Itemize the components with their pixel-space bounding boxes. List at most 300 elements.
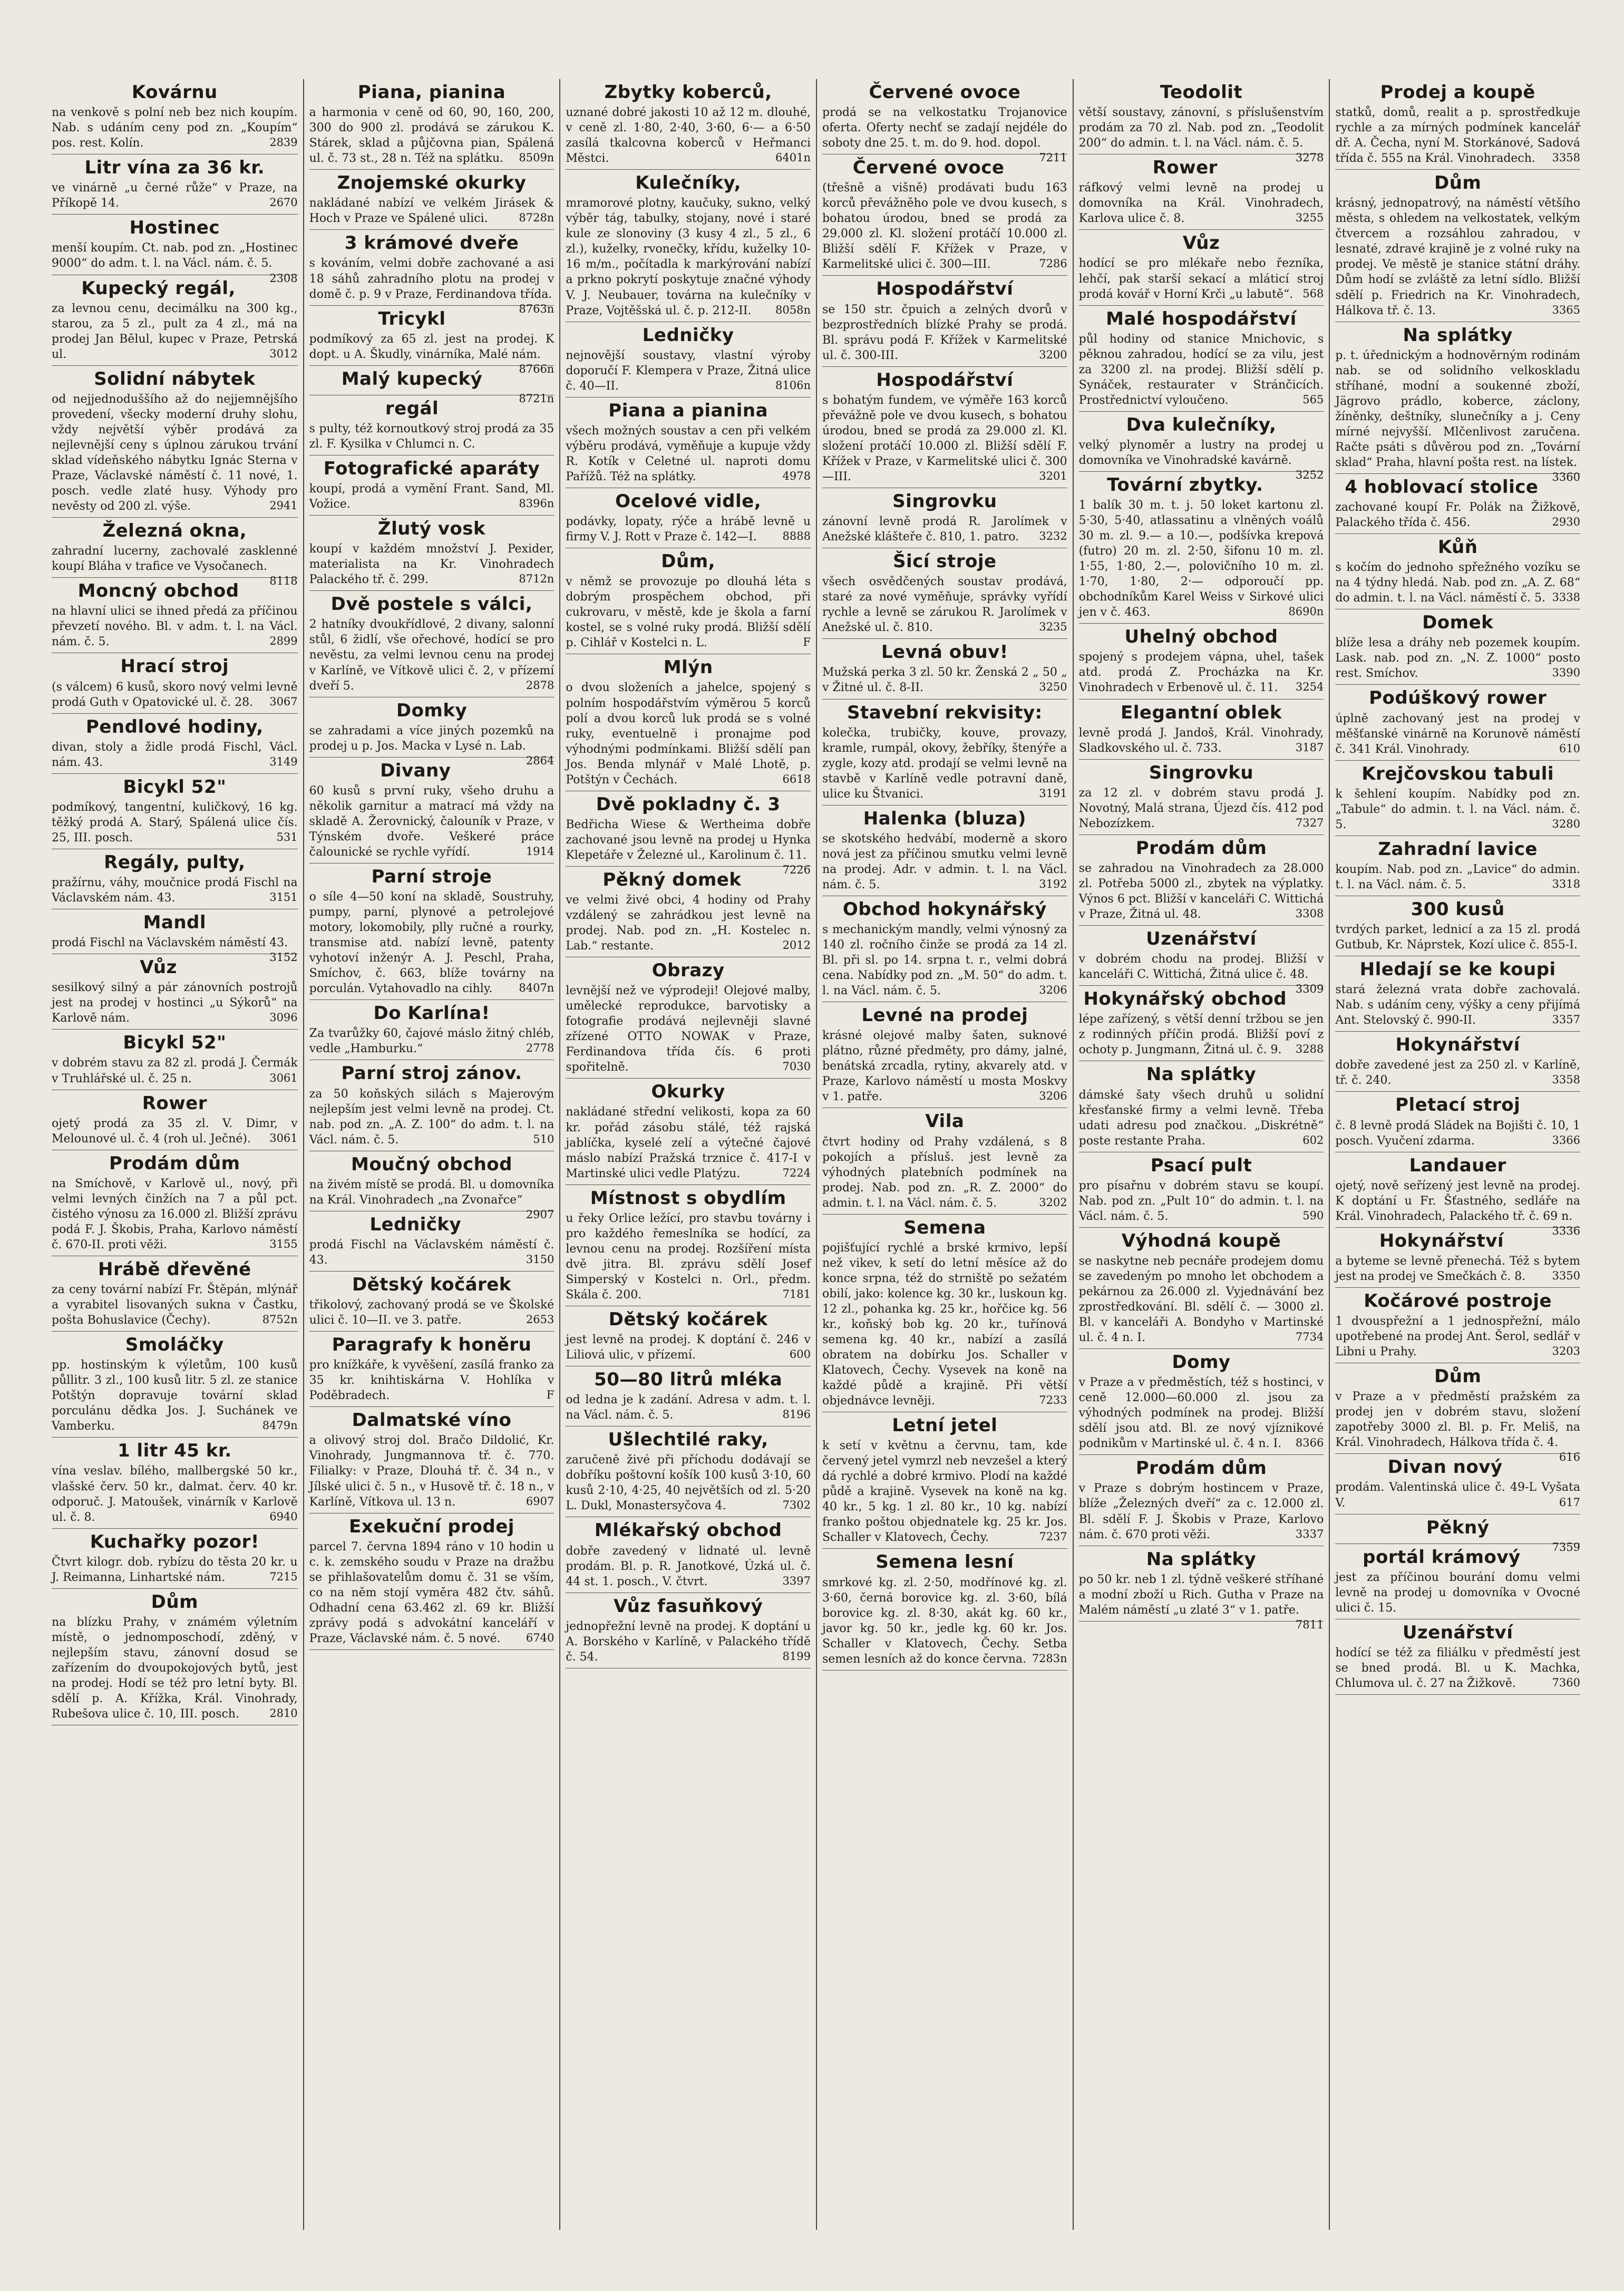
ad-headline: Na splátky (1146, 1548, 1257, 1570)
ad-body (52, 1463, 298, 1525)
ad-headline: portál krámový (1363, 1546, 1521, 1568)
ad-text: všech osvědčených soustav prodává, staré za nové vyměňuje, správky vyřídí rychle a levně se zárukou R. Jarolímek v Anežské ul. č. 810. (822, 575, 1067, 635)
ad-text: v Praze a v předměstí pražském za prodej jen v dobrém stavu, složení zapotřeby 3000 zl. Bl. p. Fr. Meliš, na Král. Vinohradech, Hálkova třída č. 4. (1335, 1390, 1580, 1450)
ad-body (566, 1104, 811, 1181)
classified-ad (309, 863, 555, 1000)
ad-headline: Divan nový (1387, 1457, 1503, 1478)
ad-body (822, 514, 1067, 545)
ad-text: Bedřicha Wiese & Wertheima dobře zachované jsou levně na prodej u Hynka Klepetáře v Železné ul., Karolinum č. 11. (566, 818, 811, 862)
ad-headline: Na splátky (1146, 1064, 1257, 1085)
ad-number: 600 (789, 1348, 811, 1361)
ad-number: 8366 (1295, 1436, 1324, 1450)
ad-body (566, 983, 811, 1075)
ad-number: 3278 (1295, 151, 1324, 164)
ad-headline: Vůz fasuňkový (614, 1595, 763, 1617)
ad-headline: Znojemské okurky (337, 172, 527, 194)
ad-headline: Levné na prodej (861, 1005, 1028, 1026)
ad-body (1078, 438, 1324, 481)
ad-text: podmíkový, tangentní, kuličkový, 16 kg. těžký prodá A. Starý, Spálená ulice čís. 25, III. posch. (52, 800, 298, 844)
classified-ad (1335, 1032, 1580, 1092)
ad-headline: Landauer (1409, 1154, 1506, 1176)
ad-headline: Hospodářství (876, 278, 1014, 300)
ad-text: a olivový stroj dol. Bračo Dildolić, Kr. Vinohrady, Jungmannova tř. č. 770. Filialky: v Praze, Dlouhá tř. č. 34 n., v Jílské ulici č. 5 n., v Husově tř. č. 18 n., v Karlíně, Vítkova ul. 13 n. (309, 1434, 555, 1509)
ad-number: 1914 (526, 844, 555, 858)
ad-headline: Místnost s obydlím (590, 1187, 786, 1209)
ad-number: 3155 (269, 1237, 298, 1250)
ad-headline: Dětský kočárek (608, 1308, 768, 1330)
ad-headline: Dům (1434, 172, 1482, 194)
ad-headline: Výhodná koupě (1121, 1230, 1281, 1251)
ad-number: 4978 (782, 469, 811, 482)
classified-ad (566, 1426, 811, 1517)
classified-ad (1335, 836, 1580, 896)
ad-number: 2778 (526, 1042, 555, 1055)
ad-text: ojetý prodá za 35 zl. V. Dimr, v Melounové ul. č. 4 (roh ul. Ječné). (52, 1117, 298, 1146)
ad-body (1079, 1088, 1324, 1149)
ad-text: podmíkový za 65 zl. jest na prodej. K dopt. u A. Škudly, vinárníka, Malé nám. (309, 332, 555, 361)
ad-body (309, 541, 555, 587)
ad-body (52, 1357, 298, 1434)
ad-text: hodící se pro mlékaře nebo řezníka, lehčí, pak starší sekací a mláticí stroj prodá kovář v Horní Krči „u labutě“. (1078, 257, 1324, 301)
ad-headline: Mlékařský obchod (594, 1520, 782, 1541)
ad-text: prodám. Valentinská ulice č. 49-L Vyšata V. (1335, 1481, 1580, 1510)
ad-number: 7360 (1552, 1676, 1580, 1689)
ad-body (52, 800, 298, 846)
ad-body (822, 1438, 1067, 1545)
ad-text: se zahradami a více jiných pozemků na prodej u p. Jos. Macka v Lysé n. Lab. (309, 724, 555, 753)
ad-headline: Prodám dům (109, 1152, 240, 1174)
ad-number: 6907 (526, 1494, 555, 1508)
ad-text: blíže lesa a dráhy neb pozemek koupím. Lask. nab. pod zn. „N. Z. 1000“ posto rest. Smíchov. (1335, 636, 1580, 681)
classified-ad (1335, 1515, 1580, 1554)
ad-number: 7181 (782, 1287, 811, 1300)
ad-headline: regál (385, 397, 439, 419)
ad-number: 3061 (269, 1131, 298, 1144)
ad-body (822, 725, 1067, 802)
ad-number: 3187 (1295, 741, 1324, 754)
ad-number: 8766n (519, 362, 555, 375)
classified-ad (1078, 412, 1324, 481)
ad-text: za levnou cenu, decimálku na 300 kg., starou, za 5 zl., pult za 4 zl., má na prodej Jan Bělul, kupec v Praze, Petrská ul. (52, 302, 298, 361)
ad-number: 3191 (1039, 787, 1067, 800)
ad-text: parcel 7. června 1894 ráno v 10 hodin u c. k. zemského soudu v Praze na dražbu se přihlašovatelům domu č. 31 se vším, co na něm stojí vyměra 482 čtv. sáhů. Odhadní cena 63.462 zl. 69 kr. Bližší zprávy podá s advokátní kanceláří v Praze, Václavské nám. č. 5 nové. (309, 1540, 555, 1645)
ad-text: v němž se provozuje po dlouhá léta s dobrým prospěchem obchod, při cukrovaru, v městě, kde je škola a farní kostel, se s volné ruky prodá. Bližší sdělí p. Cihlář v Kostelci n. L. (566, 575, 811, 650)
classified-ad (309, 1151, 555, 1221)
ad-body (1079, 1481, 1324, 1542)
classified-ad (1335, 1544, 1580, 1619)
classified-ad (1335, 534, 1580, 609)
classified-ad (1079, 154, 1324, 230)
classified-ad (566, 170, 811, 322)
ad-number: 2012 (782, 939, 811, 952)
ad-headline: Paragrafy k honěru (332, 1334, 532, 1356)
ad-number: 2839 (269, 136, 298, 149)
classified-ad (1078, 79, 1324, 164)
ad-headline: Dětský kočárek (352, 1274, 511, 1295)
ad-body (309, 105, 555, 166)
ad-number: 7224 (782, 1166, 811, 1179)
ad-number: 8763n (519, 302, 555, 315)
ad-headline: Divany (380, 760, 451, 781)
classified-ad (52, 1030, 298, 1090)
classified-ad (52, 1150, 298, 1256)
classified-ad (1079, 1061, 1324, 1152)
ad-body (52, 679, 298, 710)
ad-headline: 4 hoblovací stolice (1345, 476, 1539, 498)
ad-body (566, 105, 811, 166)
classified-ad (822, 79, 1067, 164)
column-6 (1329, 79, 1586, 2230)
ad-number: 8479n (262, 1419, 298, 1432)
ad-text: tvrdých parket, lednicí a za 15 zl. prodá Gutbub, Kr. Náprstek, Kozí ulice č. 855-I. (1335, 923, 1580, 952)
classified-ad (52, 954, 298, 1030)
ad-body (1335, 348, 1580, 483)
classified-ad (1078, 1546, 1324, 1631)
ad-number: 7226 (782, 863, 811, 876)
ad-headline: Hokynářství (1379, 1230, 1504, 1251)
ad-headline: Dva kulečníky, (1126, 414, 1277, 435)
ad-number: 610 (1559, 742, 1580, 755)
ad-number: 3250 (1039, 681, 1067, 694)
classified-ad (822, 1549, 1067, 1670)
ad-text: hodící se též za filiálku v předměstí jest se bned prodá. Bl. u K. Machka, Chlumova ul. č. 27 na Žižkově. (1335, 1646, 1580, 1690)
ad-text: po 50 kr. neb 1 zl. týdně veškeré stříhané a modní zboží u Rich. Gutha v Praze na Malém náměstí „u zlaté 3“ v 1. patře. (1078, 1572, 1324, 1617)
ad-headline: Domy (1172, 1352, 1231, 1373)
ad-headline: Zahradní lavice (1378, 838, 1538, 860)
ad-number: 7286 (1039, 257, 1067, 270)
ad-headline: Dalmatské víno (352, 1410, 512, 1431)
classified-ad (822, 154, 1067, 276)
ad-body (1335, 922, 1580, 953)
ad-text: jest za příčinou bourání domu velmi levně na prodej u domovníka v Ovocné ulici č. 15. (1335, 1570, 1580, 1615)
ad-number: 3390 (1552, 666, 1580, 679)
ad-number: 8106n (775, 378, 811, 392)
classified-ad (822, 639, 1067, 699)
ad-headline: Na splátky (1403, 324, 1513, 346)
ad-body (566, 423, 811, 484)
ad-number: 3288 (1295, 1043, 1324, 1056)
classified-ad (566, 322, 811, 397)
ad-body (309, 1297, 555, 1328)
ad-number: 6401n (775, 151, 811, 164)
ad-headline: Singrovku (892, 490, 997, 512)
classified-ad (1335, 956, 1580, 1032)
ad-headline: Šicí stroje (893, 551, 997, 572)
ad-body (1335, 1057, 1580, 1088)
classified-ad (1079, 986, 1324, 1061)
ad-body (1078, 1572, 1324, 1631)
classified-ad (822, 700, 1067, 805)
ad-headline: Podúškový rower (1369, 687, 1547, 709)
ad-number: 8721n (519, 392, 555, 405)
ad-text: u řeky Orlice ležící, pro stavbu továrny i pro každého řemeslníka se hodící, za levnou cenu na prodej. Rozšíření místa dvě jitra. Bl. zprávu sdělí Josef Simperský v Kostelci n. Orl., předm. Skála č. 200. (566, 1211, 811, 1302)
classified-ad (566, 1185, 811, 1306)
ad-number: 8728n (519, 211, 555, 225)
ad-number: 3202 (1039, 1196, 1067, 1209)
ad-body (1079, 1178, 1324, 1224)
ad-body (1335, 105, 1580, 166)
classified-ad (822, 805, 1067, 896)
ad-body (309, 196, 555, 226)
classified-ad (52, 714, 298, 774)
ad-text: č. 8 levně prodá Sládek na Bojišti č. 10, 1 posch. Vyučení zdarma. (1335, 1119, 1580, 1148)
ad-body (566, 1332, 811, 1363)
ad-number: 6618 (782, 772, 811, 785)
ad-headline: Ocelové vidle, (615, 490, 762, 512)
classified-ad (309, 170, 555, 230)
ad-body (1079, 785, 1324, 831)
ad-headline: Hrábě dřevěné (98, 1258, 251, 1280)
ad-text: lépe zařízený, s větší denní tržbou se jen z rodinných příčin prodá. Bližší poví z ochoty p. Jungmann, Žitná ul. č. 9. (1078, 1013, 1324, 1057)
ad-body (1335, 1389, 1580, 1464)
ad-text: zachované koupí Fr. Polák na Žižkově, Palackého třída č. 456. (1335, 501, 1580, 530)
ad-headline: 50—80 litrů mléka (594, 1369, 783, 1391)
ad-text: levně prodá J. Jandoš, Král. Vinohrady, Sladkovského ul. č. 733. (1078, 726, 1324, 755)
column-2 (303, 79, 560, 2230)
classified-ad (309, 758, 555, 863)
classified-ad (309, 1407, 555, 1513)
classified-ad (1335, 896, 1580, 956)
ad-body (566, 1452, 811, 1513)
ad-number: 3397 (782, 1574, 811, 1587)
ad-text: od ledna je k zadání. Adresa v adm. t. l. na Václ. nám. č. 5. (566, 1393, 811, 1422)
classified-ad (566, 654, 811, 791)
ad-number: 8712n (519, 572, 555, 586)
ad-text: se skotského hedvábí, moderně a skoro nová jest za příčinou smutku velmi levně na prodej. Adr. v admin. t. l. na Václ. nám. č. 5. (822, 832, 1067, 891)
classified-ad (566, 1593, 811, 1668)
ad-body (822, 180, 1067, 272)
classified-ad (1335, 170, 1580, 322)
classified-ad (52, 154, 298, 215)
ad-body (566, 348, 811, 394)
classified-ad (1079, 306, 1324, 412)
ad-body (52, 1555, 298, 1585)
column-3 (559, 79, 816, 2230)
ad-headline: Kulečníky, (635, 172, 742, 194)
ad-number: 3360 (1552, 470, 1580, 483)
ad-number: 3203 (1552, 1345, 1580, 1358)
ad-headline: Hledají se ke koupi (1359, 959, 1556, 981)
classified-ad (309, 79, 555, 170)
ad-text: pro písařnu v dobrém stavu se koupí. Nab. pod zn. „Pult 10“ do admin. t. l. na Václ. nám. č. 5. (1078, 1179, 1324, 1223)
ad-headline: Piana a pianina (608, 400, 769, 421)
ad-body (309, 481, 555, 512)
classified-ad (52, 774, 298, 849)
ad-body (52, 180, 298, 211)
ad-headline: Uhelný obchod (1124, 626, 1278, 648)
ad-headline: Moučný obchod (351, 1153, 512, 1175)
ad-text: za ceny tovární nabízí Fr. Štěpán, mlýnář a vyrabitel lisovaných sukna v Častku, pošta Bohuslavice (Čechy). (52, 1283, 298, 1327)
ad-text: za 12 zl. v dobrém stavu prodá J. Novotný, Malá strana, Újezd čís. 412 pod Nebozízkem. (1078, 786, 1324, 830)
ad-text: se 150 str. čpuich a zelných dvorů v bezprostředních blízké Prahy se prodá. Bl. správu podá F. Křížek v Karmelitské ul. č. 300-III. (822, 303, 1067, 362)
ad-text: půl hodiny od stanice Mnichovic, s pěknou zahradou, hodící se za vilu, jest za 3200 zl. na prodej. Bližší sdělí p. Synáček, restaurater v Stránčicích. Prostřednictví vyloučeno. (1078, 332, 1324, 407)
ad-text: krásný, jednopatrový, na náměstí většího města, s ohledem na velkostatek, velkým čtvercem a rozsáhlou zahradou, v lesnaté, zdravé krajině je z volné ruky na prodej. Ve městě je stanice státní dráhy. Dům hodí se zvláště za letní sídlo. Bližší sdělí p. Friedrich na Kr. Vinohradech, Hálkova tř. č. 13. (1335, 197, 1580, 317)
ad-number: 7211 (1039, 151, 1067, 164)
ad-text: smrkové kg. zl. 2·50, modřínové kg. zl. 3·60, černá borovice kg. zl. 3·60, bílá borovice kg. zl. 8·30, akát kg. 60 kr., javor kg. 50 kr., jedle kg. 60 kr. Jos. Schaller v Klatovech, Čechy. Setba semen lesních až do konce června. (822, 1576, 1067, 1666)
ad-text: s bohatým fundem, ve výměře 163 korců převážně pole ve dvou kusech, s bohatou úrodou, bned se prodá za 29.000 zl. Kl. složení protáčí 10.000 zl. Bližší sdělí F. Křížek v Praze, v Karmelitské ulici č. 300—III. (822, 393, 1067, 483)
ad-headline: Rower (1152, 157, 1218, 179)
ad-number: 8058n (775, 303, 811, 316)
ad-number: 3350 (1552, 1269, 1580, 1282)
ad-body (309, 783, 555, 860)
ad-number: 8196 (782, 1408, 811, 1421)
classified-ad (52, 275, 298, 366)
ad-body (309, 1237, 555, 1268)
ad-headline: Stavební rekvisity: (847, 702, 1043, 723)
classified-ad (1335, 1152, 1580, 1237)
ad-number: 3061 (269, 1071, 298, 1084)
ad-text: sesilkový silný a pár zánovních postrojů jest na prodej v hostinci „u Sýkorů“ na Karlově nám. (52, 981, 298, 1025)
ad-headline: 300 kusů (1411, 898, 1505, 920)
ad-body (52, 980, 298, 1026)
ad-number: 8396n (519, 497, 555, 510)
ad-body (1335, 1570, 1580, 1616)
ad-number: 8752n (262, 1313, 298, 1326)
classified-ad (309, 1332, 555, 1407)
ad-body (1079, 1375, 1324, 1451)
classified-ad (309, 1271, 555, 1332)
ad-headline: Bicykl 52" (123, 776, 227, 798)
ad-body (309, 1026, 555, 1056)
ad-body (566, 196, 811, 318)
ad-headline: Psací pult (1150, 1154, 1252, 1176)
classified-ad (52, 1529, 298, 1589)
ad-headline: Elegantní oblek (1121, 702, 1282, 723)
ad-headline: Kuchařky pozor! (90, 1531, 259, 1552)
ad-text: 1 balík 30 m. t. j. 50 loket kartonu zl. 5·30, 5·40, atlassatinu a vlněných voálů 30 m. zl. 9.— a 10.—, podšívka krepová (futro) 20 m. zl. 2·50, šifonu 10 m. zl. 1·55, 1·80, 2.—, polovičního 10 m. zl. 1·70, 1·80, 2·— odporoučí pp. obchodníkům Karel Weiss v Sirkové ulici jen v č. 463. (1078, 499, 1324, 619)
ad-text: spojený s prodejem vápna, uhel, tašek atd. prodá Z. Procházka na Kr. Vinohradech v Erbenově ul. č. 11. (1078, 651, 1324, 695)
classified-ad (566, 397, 811, 488)
ad-headline: Piana, pianina (357, 82, 506, 103)
ad-number: 568 (1302, 287, 1324, 300)
ad-text: 2 hatníky dvoukřídlové, 2 divany, salonní stůl, 6 židlí, vše ořechové, hodící se pro nevěstu, za velmi levnou cenu na prodej v Karlíně, ve Vítkově ulici č. 2, v přízemí dveří 5. (309, 618, 555, 693)
ad-headline: Dům (151, 1591, 198, 1613)
ad-number: 7237 (1039, 1530, 1067, 1543)
ad-headline: Krejčovskou tabuli (1362, 763, 1554, 784)
ad-headline: Tricykl (378, 308, 446, 329)
ad-body (52, 240, 298, 285)
ad-body (1335, 982, 1580, 1028)
ad-text: se zahradou na Vinohradech za 28.000 zl. Potřeba 5000 zl., zbytek na výplatky. Výnos 6 pct. Bližší v kanceláři C. Wittichá v Praze, Žitná ul. 48. (1078, 861, 1324, 921)
classified-ad (309, 516, 555, 591)
ad-body (309, 1086, 555, 1148)
ad-headline: Dům (1434, 1366, 1482, 1387)
ad-headline: Pěkný (1426, 1517, 1490, 1538)
ad-number: 7030 (782, 1060, 811, 1073)
ad-headline: Žlutý vosk (377, 518, 486, 540)
classified-ad (566, 1079, 811, 1185)
ad-headline: Okurky (651, 1081, 725, 1103)
classified-ad (52, 849, 298, 909)
ad-headline: Červené ovoce (869, 82, 1021, 103)
ad-body (52, 1176, 298, 1253)
classified-ad (1335, 1228, 1580, 1288)
ad-headline: Vůz (1182, 232, 1220, 254)
classified-ad (566, 1306, 811, 1366)
ad-body (1335, 1254, 1580, 1284)
ad-body (1335, 1178, 1580, 1237)
ad-number: 3358 (1552, 1073, 1580, 1086)
ad-headline: Pendlové hodiny, (85, 716, 264, 737)
ad-number: 602 (1302, 1133, 1324, 1147)
ad-number: 3280 (1552, 817, 1580, 830)
ad-body (1335, 862, 1580, 892)
ad-number: 7215 (269, 1570, 298, 1583)
ad-number: 2899 (269, 635, 298, 648)
ad-text: ve vinárně „u černé růže“ v Praze, na Příkopě 14. (52, 181, 298, 210)
ad-headline: Semena (903, 1217, 986, 1238)
ad-body (566, 574, 811, 651)
ad-headline: Malý kupecký (341, 368, 483, 390)
ad-number: 2878 (526, 678, 555, 692)
ad-headline: 1 litr 45 kr. (117, 1440, 232, 1462)
ad-body (566, 680, 811, 787)
ad-body (1335, 787, 1580, 832)
ad-text: na venkově s polní neb bez nich koupím. Nab. s udáním ceny pod zn. „Koupím“ pos. rest. Kolín. (52, 106, 298, 150)
ad-headline: Regály, pulty, (104, 851, 246, 873)
classified-ad (1078, 926, 1324, 996)
classified-ad (1335, 1454, 1580, 1514)
ad-body (309, 1539, 555, 1646)
ad-text: pp. hostinským k výletům, 100 kusů půllitr. 3 zl., 100 kusů litr. 5 zl. ze stanice Potštýn dopravuje tovární sklad porculánu dědka Jos. J. Suchánek ve Vamberku. (52, 1358, 298, 1433)
classified-ad (309, 591, 555, 697)
classified-ad (52, 1090, 298, 1150)
ad-text: zaručeně živé při příchodu dodávají se dobříku poštovní košík 100 kusů 3·10, 60 kusů 2·10, 4·25, 40 největších od zl. 5·20 L. Dukl, Monastersyčova 4. (566, 1453, 811, 1513)
ad-number: 616 (1559, 1451, 1580, 1464)
ad-number: 3318 (1552, 877, 1580, 890)
ad-headline: Domek (1422, 612, 1494, 634)
column-4 (816, 79, 1073, 2230)
ad-headline: Exekuční prodej (349, 1516, 514, 1537)
ad-headline: Solidní nábytek (94, 368, 256, 390)
ad-text: k setí v květnu a červnu, tam, kde červený jetel vymrzl neb nevzešel a který dá rychlé a dobré krmivo. Plodí na každé půdě a krajině. Vysevek na koně na kg. 40 kr., 5 kg. 1 zl. 80 kr., 10 kg. nabízí franko poštou objednatele kg. 25 kr. Jos. Schaller v Klatovech, Čechy. (822, 1439, 1067, 1545)
ad-headline: Uzenářství (1146, 928, 1257, 950)
ad-body (1335, 500, 1580, 530)
ad-body (52, 935, 298, 964)
ad-number: 3192 (1039, 877, 1067, 890)
ad-body (1335, 560, 1580, 606)
ad-text: 1 dvouspřežní a 1 jednospřežní, málo upotřebené na prodej Ant. Šerol, sedlář v Libni u Prahy. (1335, 1315, 1580, 1359)
classified-ad (52, 366, 298, 518)
ad-headline: Vila (925, 1111, 965, 1132)
ad-text: dámské šaty všech druhů u solidní křesťanské firmy a velmi levně. Třeba udati adresu pod značkou. „Diskrétně“ poste restante Praha. (1078, 1088, 1324, 1148)
ad-headline: Dvě pokladny č. 3 (596, 793, 781, 815)
classified-ad (1335, 609, 1580, 685)
ad-text: o síle 4—50 koní na skladě, Soustruhy, pumpy, parní, plynové a petrolejové motory, lokomobily, plly ručné a rourky, transmise atd. nabízí levně, patenty vyhotoví inženýr A. J. Peschl, Praha, Smíchov, č. 663, blíže továrny na porculán. Vytahovadlo na cihly. (309, 890, 555, 996)
ad-headline: Parní stroj zánov. (341, 1063, 522, 1084)
ad-headline: Levná obuv! (881, 642, 1008, 663)
ad-body (566, 892, 811, 954)
ad-number: 2308 (269, 271, 298, 285)
ad-text: v Praze s dobrým hostincem v Praze, blíže „Železných dveří“ za c. 12.000 zl. Bl. sdělí F. J. Škobis v Praze, Karlovo nám. č. 670 proti věži. (1078, 1482, 1324, 1541)
ad-body (1079, 332, 1324, 408)
classified-ad (822, 548, 1067, 639)
ad-body (822, 302, 1067, 363)
column-1 (46, 79, 303, 2230)
ad-text: koupí, prodá a vymění Frant. Sand, Ml. Vožice. (309, 482, 555, 511)
ad-body (1079, 1254, 1324, 1345)
ad-text: v Praze a v předměstích, též s hostinci, v ceně 12.000—60.000 zl. jsou za výhodných podmínek na prodej. Bližší sdělí jsou atd. Bl. ze nový vjíznikové podnikům v Martinské ul. č. 4 n. I. (1078, 1376, 1324, 1451)
ad-number: 3235 (1039, 620, 1067, 634)
ad-text: s kováním, velmi dobře zachované a asi 18 sáhů zahradního plotu na prodej v domě č. p. 9 v Praze, Ferdinandova třída. (309, 257, 555, 301)
ad-body (566, 817, 811, 876)
ad-number: 3254 (1295, 681, 1324, 694)
ad-number: 3357 (1552, 1013, 1580, 1026)
ad-number: 2864 (526, 754, 555, 767)
classified-ad (1079, 1455, 1324, 1546)
ad-body (1335, 1645, 1580, 1691)
ad-text: od nejjednoduššího až do nejjemnějšího provedení, všecky moderní druhy slohu, vždy největší výběr prodává za nejlevnější ceny s úplnou zárukou trvání sklad vídeňského nábytku Ignác Sterna v Praze, Václavské náměstí č. 11 nové, 1. posch. vedle zlaté husy. Výhody pro nevěsty od 200 zl. výše. (52, 392, 298, 513)
